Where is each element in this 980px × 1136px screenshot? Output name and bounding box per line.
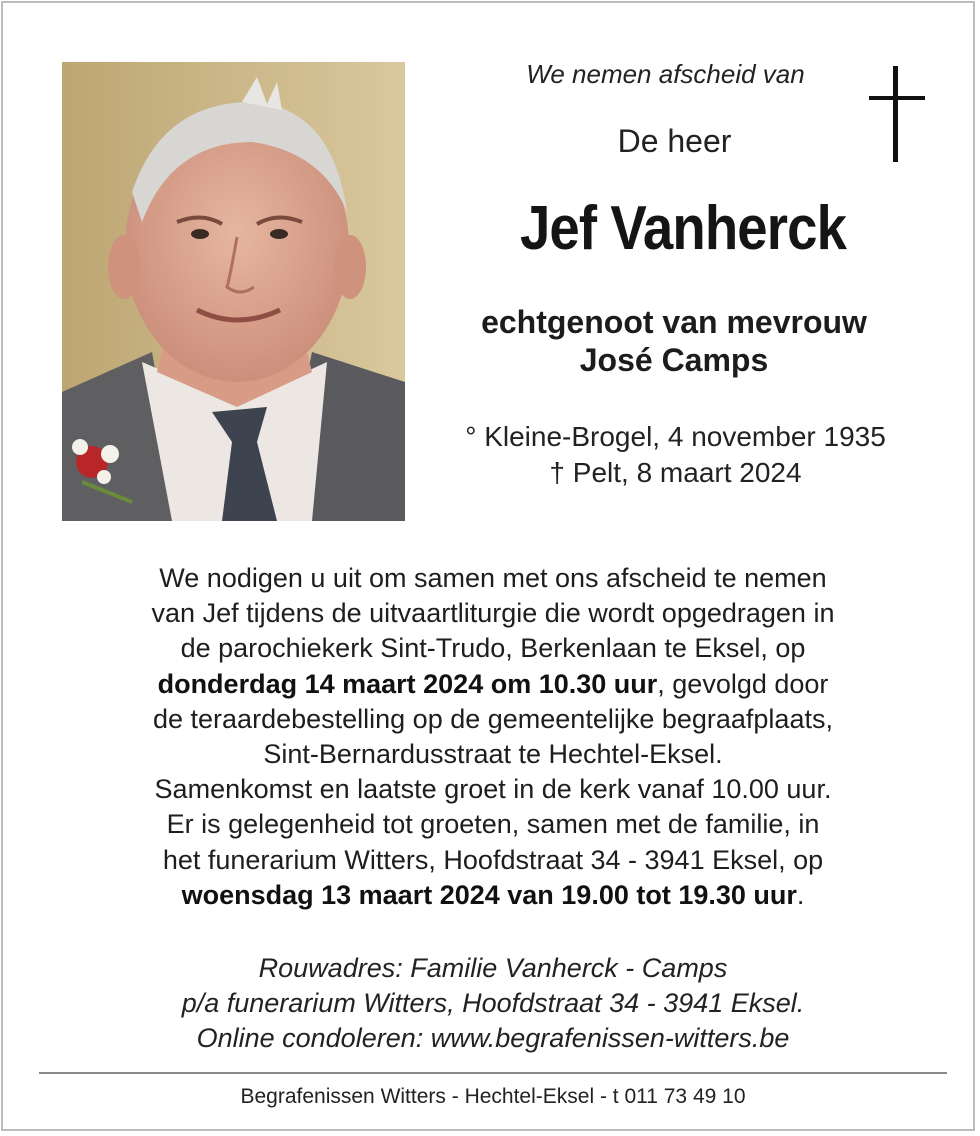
invitation-text xyxy=(43,561,943,913)
contact-info xyxy=(43,951,943,1056)
care-of-address: p/a funerarium Witters, Hoofdstraat 34 - 3941 Eksel. xyxy=(181,988,805,1018)
portrait-illustration xyxy=(62,62,405,521)
invitation-line: de parochiekerk Sint-Trudo, Berkenlaan te Eksel, op xyxy=(180,633,806,664)
portrait-photo xyxy=(62,62,405,521)
invitation-line: Er is gelegenheid tot groeten, samen met de familie, in xyxy=(166,809,820,840)
invitation-line: Sint-Bernardusstraat te Hechtel-Eksel. xyxy=(263,739,723,770)
invitation-line: Samenkomst en laatste groet in de kerk vanaf 10.00 uur. xyxy=(154,774,832,805)
intro-text: We nemen afscheid van xyxy=(526,59,805,89)
salutation: De heer xyxy=(617,123,732,159)
funeral-datetime: donderdag 14 maart 2024 om 10.30 uur xyxy=(157,668,658,699)
viewing-datetime: woensdag 13 maart 2024 van 19.00 tot 19.30 uur xyxy=(181,879,797,910)
invitation-line: het funerarium Witters, Hoofdstraat 34 - 3941 Eksel, op xyxy=(162,844,824,875)
invitation-line xyxy=(43,667,943,702)
invitation-line-rest: . xyxy=(796,879,805,910)
divider xyxy=(39,1072,947,1074)
obituary-card xyxy=(1,1,975,1131)
invitation-line: We nodigen u uit om samen met ons afscheid te nemen xyxy=(159,563,827,593)
life-dates xyxy=(423,419,928,491)
invitation-line-rest: , gevolgd door xyxy=(657,668,829,699)
spouse-line-1: echtgenoot van mevrouw xyxy=(481,304,867,340)
mourning-address: Rouwadres: Familie Vanherck - Camps xyxy=(258,953,728,983)
invitation-line: van Jef tijdens de uitvaartliturgie die wordt opgedragen in xyxy=(151,598,835,629)
spouse-relation xyxy=(433,303,915,379)
online-condolence: Online condoleren: www.begrafenissen-witters.be xyxy=(196,1023,790,1053)
invitation-line xyxy=(43,878,943,913)
death-info: † Pelt, 8 maart 2024 xyxy=(549,457,802,488)
footer-funeral-home: Begrafenissen Witters - Hechtel-Eksel - t 011 73 49 10 xyxy=(240,1085,746,1108)
spouse-name: José Camps xyxy=(579,342,769,378)
birth-info: ° Kleine-Brogel, 4 november 1935 xyxy=(465,421,886,452)
invitation-line: de teraardebestelling op de gemeentelijke begraafplaats, xyxy=(153,703,833,734)
deceased-name: Jef Vanherck xyxy=(519,194,847,263)
